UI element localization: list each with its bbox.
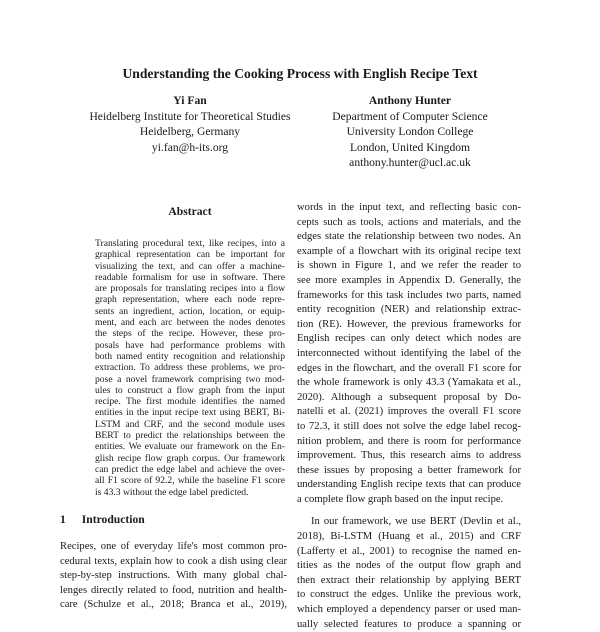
text-line: understanding English recipe texts that can produce [297,479,521,491]
text-line: the steps of the recipe. However, these pro- [95,328,285,340]
text-line: which employed a dependency parser or used man- [297,604,521,616]
text-line: frameworks for this task includes two parts, named [297,289,521,301]
text-line: example of a flowchart with its original recipe text [297,245,521,257]
text-line: Translating procedural text, like recipes, into a [95,238,285,249]
text-line: entities in the input recipe text using BERT, Bi- [95,407,285,419]
text-line: graph representation, where each node repre- [95,294,285,306]
text-line: see more examples in Appendix D. Generally, the [297,274,521,286]
paragraph-gap [297,507,521,515]
text-line: recipe. The first module identifies the named [95,396,285,408]
text-line: posals have had performance problems with [95,339,285,351]
text-line: to construct the edges. Unlike the previous work, [297,589,521,601]
text-line: cedural texts, explain how to cook a dish using clear [60,555,287,567]
text-line: natelli et al. (2021) improves the overall F1 score [297,406,521,418]
text-line: ules to construct a flow graph from the input [95,384,285,396]
author-name: Anthony Hunter [368,94,452,107]
text-line: (Lafferty et al., 2001) to recognise the named en- [297,545,521,557]
text-line: can predict the edge label and achieve the over- [95,463,285,475]
author-email[interactable]: yi.fan@h-its.org [151,140,229,154]
text-line: nition problem, and there is room for performance [297,435,521,447]
text-line: entity recognition (NER) and relationship extrac- [297,304,521,316]
text-line: LSTM and CRF, and the second module uses [95,418,285,430]
author-block [68,93,312,155]
author-institution: University London College [346,125,474,139]
text-line: lenges directly related to food, nutrition and health- [60,584,287,596]
author-affiliation: Heidelberg Institute for Theoretical Studies [89,109,291,123]
text-line: ually selected features to produce a spanning or [297,618,521,630]
text-line: 2018), Bi-LSTM (Huang et al., 2015) and CRF [297,531,521,543]
text-line: edges state the relationship between two nodes. An [297,231,521,243]
text-line: pose a novel framework comprising two mod- [95,373,285,385]
text-line: words in the input text, and reflecting basic con- [297,202,521,213]
text-line: the whole framework is only 43.3 (Yamakata et al., [297,377,521,389]
text-line: these issues by proposing a better framework for [297,464,521,476]
intro-body [60,540,287,613]
text-line: improvement. Thus, this research aims to address [297,450,521,462]
text-line: step-by-step instructions. With many global chal- [60,570,287,582]
section-heading [60,513,145,526]
text-line: readable formalism for use in software. There [95,271,285,283]
author-affiliation: Department of Computer Science [332,109,488,123]
text-line: is 43.3 without the edge label predicted. [95,486,249,498]
text-line: is shown in Figure 1, and we refer the reader to [297,260,521,272]
text-line: both named entity recognition and relationship [95,350,285,362]
section-title: Introduction [81,513,145,526]
text-line: extraction. To address these problems, we pro- [95,362,285,374]
text-line: interconnected without identifying the label of the [297,347,521,359]
text-line: ment, and each arc between the nodes denotes [95,317,285,329]
text-line: sents an ingredient, action, location, or equip- [95,305,285,317]
text-line: tion (RE). However, the previous frameworks for [297,318,521,330]
abstract-body [95,238,285,498]
text-line: In our framework, we use BERT (Devlin et al., [311,516,521,528]
text-line: 2020). Although a subsequent proposal by Do- [297,391,521,403]
text-line: then extract their relationship by applying BERT [297,574,521,586]
text-line: BERT to predict the relationships between the [95,430,285,442]
text-line: cepts such as tools, actions and materials, and the [297,216,521,228]
text-line: all F1 score of 92.2, while the baseline F1 score [95,475,285,487]
paper-title: Understanding the Cooking Process with English Recipe Text [122,66,478,81]
author-location: Heidelberg, Germany [139,125,241,139]
author-block [318,93,502,171]
text-line: graphical representation can be important for [95,249,285,261]
author-location: London, United Kingdom [349,140,471,154]
text-line: tities as the nodes of the output flow graph and [297,560,521,572]
text-line: to 72.3, it still does not solve the edge label recog- [297,420,521,432]
text-line: English recipes can only detect which nodes are [297,333,521,345]
author-name: Yi Fan [173,94,207,107]
text-line: care (Schulze et al., 2018; Branca et al., 2019), [60,599,287,611]
text-line: glish recipe flow graph corpus. Our framework [95,452,285,464]
right-column-body [297,201,521,632]
text-line: entities. We evaluate our framework on the En- [95,441,285,453]
author-email[interactable]: anthony.hunter@ucl.ac.uk [349,156,471,170]
abstract-heading: Abstract [168,205,212,218]
text-line: a complete flow graph based on the input recipe. [297,493,504,505]
text-line: Recipes, one of everyday life's most common pro- [60,541,287,552]
section-number: 1 [60,513,66,526]
text-line: visualizing the text, and can offer a machine- [95,260,285,272]
text-line: are proposals for translating recipes into a flow [95,283,285,295]
text-line: edges in the flowchart, and the overall F1 score for [297,362,521,374]
